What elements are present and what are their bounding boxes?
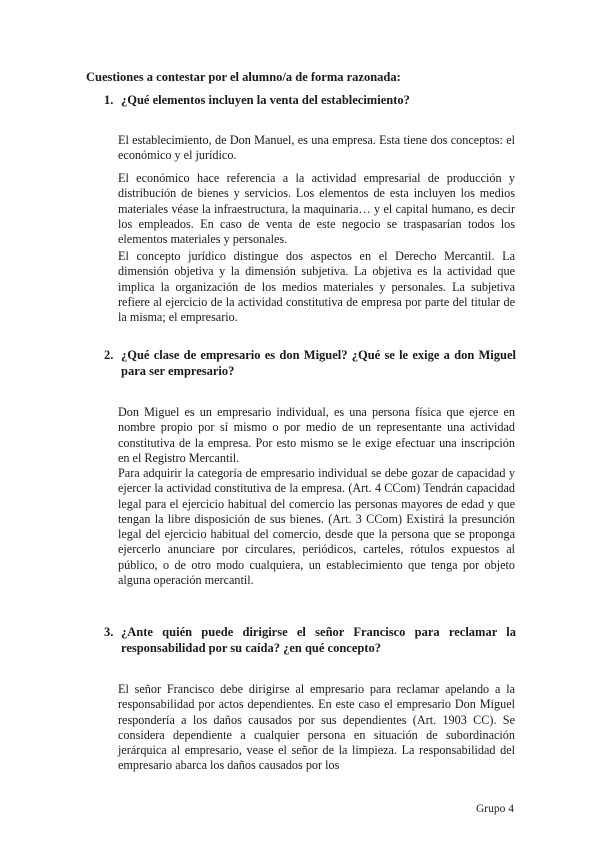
- answer-paragraph: El concepto jurídico distingue dos aspectos en el Derecho Mercantil. La dimensión objetiva y la dimensión subjetiva. La objetiva es la actividad que implica la organización de los medios materiales y personales. La subjetiva refiere al ejercicio de la actividad constitutiva de empresa por parte del titular de la misma; el empresario.: [118, 249, 515, 325]
- question-text: ¿Ante quién puede dirigirse el señor Francisco para reclamar la responsabilidad por su caída? ¿en qué concepto?: [121, 625, 516, 655]
- question-3: [104, 624, 516, 656]
- page-heading: Cuestiones a contestar por el alumno/a de forma razonada:: [86, 70, 401, 84]
- question-1: [104, 92, 516, 108]
- question-text: ¿Qué clase de empresario es don Miguel? ¿Qué se le exige a don Miguel para ser empresario?: [121, 348, 516, 378]
- question-text: ¿Qué elementos incluyen la venta del establecimiento?: [121, 93, 410, 107]
- answer-paragraph: Don Miguel es un empresario individual, es una persona física que ejerce en nombre propio por sí mismo o por medio de un representante una actividad constitutiva de la empresa. Por esto mismo se le exige efectuar una inscripción en el Registro Mercantil.: [118, 405, 515, 465]
- question-number: 3.: [104, 625, 114, 639]
- answer-paragraph: El económico hace referencia a la actividad empresarial de producción y distribución de bienes y servicios. Los elementos de esta incluyen los medios materiales véase la infraestructura, la maquinaria… y el capital humano, es decir los empleados. En caso de venta de este negocio se traspasarían todos los elementos materiales y personales.: [118, 171, 515, 247]
- answer-paragraph: El establecimiento, de Don Manuel, es una empresa. Esta tiene dos conceptos: el económico y el jurídico.: [118, 133, 515, 163]
- answer-paragraph: Para adquirir la categoría de empresario individual se debe gozar de capacidad y ejercer la actividad constitutiva de la empresa. (Art. 4 CCom) Tendrán capacidad legal para el ejercicio habitual del comercio las personas mayores de edad y que tengan la libre disposición de sus bienes. (Art. 3 CCom) Existirá la presunción legal del ejercicio habitual del comercio, desde que la persona que se proponga ejercerlo anunciare por circulares, periódicos, carteles, rótulos expuestos al público, o de otro modo cualquiera, un establecimiento que tenga por objeto alguna operación mercantil.: [118, 466, 515, 588]
- question-number: 1.: [104, 93, 114, 107]
- answer-paragraph: El señor Francisco debe dirigirse al empresario para reclamar apelando a la responsabilidad por actos dependientes. En este caso el empresario Don Miguel respondería a los daños causados por sus dependientes (Art. 1903 CC). Se considera dependiente a cualquier persona en situación de subordinación jerárquica al empresario, vease el señor de la limpieza. La responsabilidad del empresario abarca los daños causados por los: [118, 682, 515, 773]
- question-2: [104, 347, 516, 379]
- page-footer: Grupo 4: [475, 803, 514, 815]
- question-number: 2.: [104, 348, 114, 362]
